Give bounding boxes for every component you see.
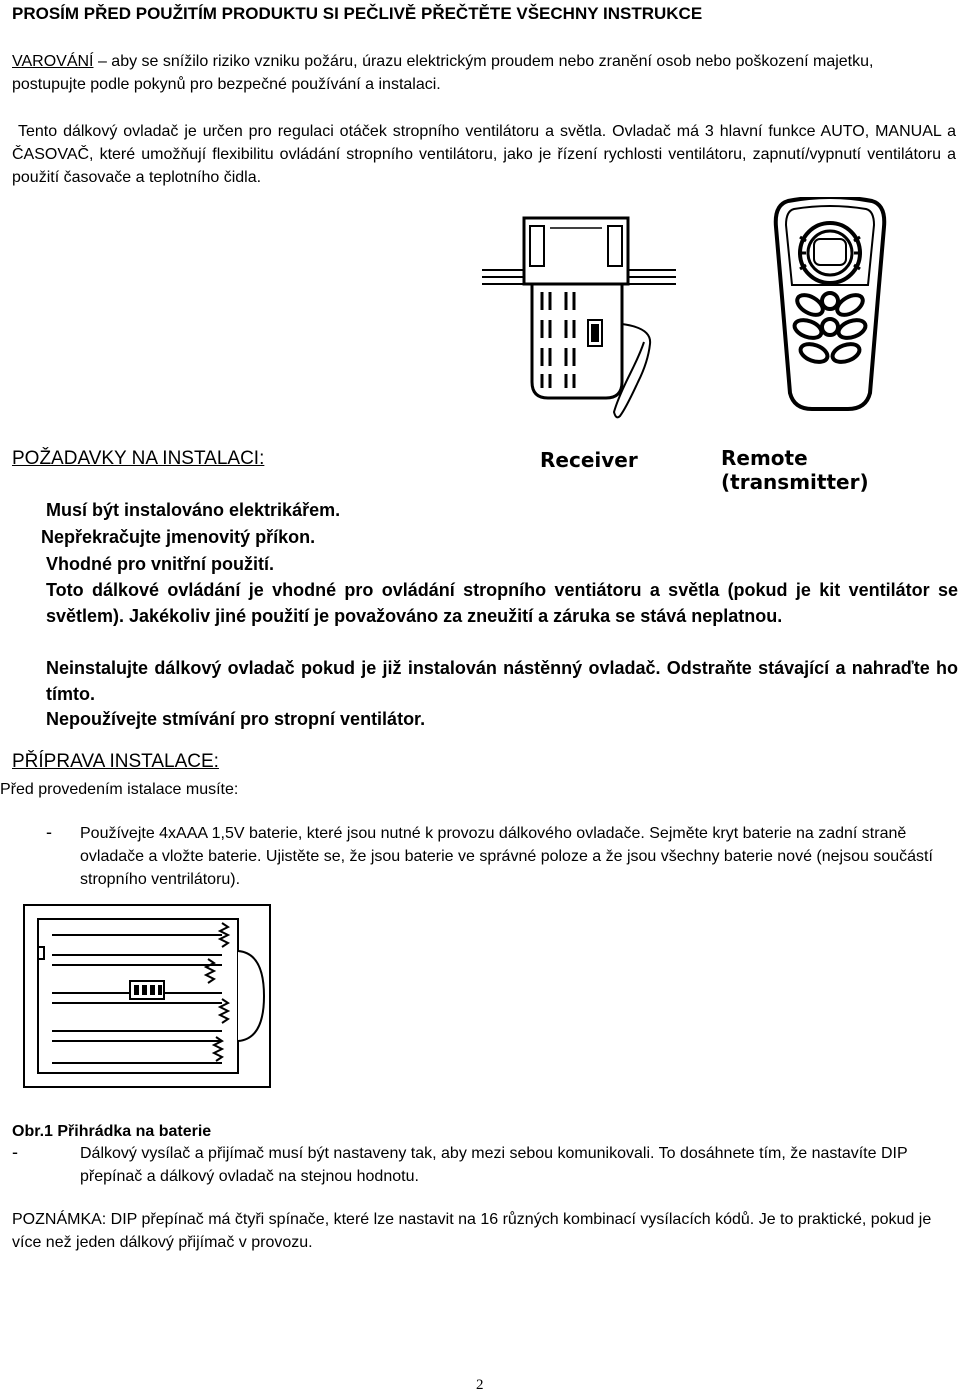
caption-prefix: Obr. — [12, 1123, 45, 1140]
preparation-intro: Před provedením istalace musíte: — [0, 781, 239, 798]
requirement-item: Nepřekračujte jmenovitý příkon. — [41, 527, 316, 547]
requirement-item: Toto dálkové ovládání je vhodné pro ovládání stropního ventiátoru a světla (pokud je kit ventilátor se světlem). Jakékoliv jiné použití je považováno za zneužití a záruka se stává neplatnou. — [46, 580, 958, 626]
receiver-label: Receiver — [540, 448, 638, 472]
installation-heading: POŽADAVKY NA INSTALACI: — [12, 448, 265, 469]
intro-paragraph: Tento dálkový ovladač je určen pro regulaci otáček stropního ventilátoru a světla. Ovladač má 3 hlavní funkce AUTO, MANUAL a ČASOVAČ, které umožňují flexibilitu ovládání stropního ventilátoru, jako je řízení rychlosti ventilátoru, zapnutí/vypnutí ventilátoru a použití časovače a teplotního čidla. — [12, 123, 956, 186]
battery-compartment-image — [22, 903, 272, 1089]
bullet-marker: - — [46, 822, 52, 842]
note-paragraph: POZNÁMKA: DIP přepínač má čtyři spínače, které lze nastavit na 16 různých kombinací vysílacích kódů. Je to praktické, pokud je více než jeden dálkový přijímač v provozu. — [12, 1211, 932, 1251]
requirement-item: Musí být instalováno elektrikářem. — [46, 500, 341, 520]
figure-caption — [12, 1120, 211, 1143]
dip-instructions: Dálkový vysílač a přijímač musí být nastaveny tak, aby mezi sebou komunikovali. To dosáhnete tím, že nastavíte DIP přepínač a dálkový ovladač na stejnou hodnotu. — [80, 1145, 908, 1185]
page-title: PROSÍM PŘED POUŽITÍM PRODUKTU SI PEČLIVĚ PŘEČTĚTE VŠECHNY INSTRUKCE — [12, 4, 703, 23]
caption-text: 1 Přihrádka na baterie — [44, 1123, 212, 1140]
battery-instructions: Používejte 4xAAA 1,5V baterie, které jsou nutné k provozu dálkového ovladače. Sejměte kryt baterie na zadní straně ovladače a vložte baterie. Ujistěte se, že jsou baterie ve správné poloze a že jsou všechny baterie nové (nejsou součástí stropního ventrilátoru). — [80, 825, 933, 888]
warning-paragraph — [12, 50, 912, 96]
warning-label: VAROVÁNÍ — [12, 53, 94, 70]
page-number: 2 — [476, 1377, 484, 1393]
remote-label: Remote (transmitter) — [721, 446, 869, 494]
remote-image — [770, 197, 890, 413]
warning-text: – aby se snížilo riziko vzniku požáru, úrazu elektrickým proudem nebo zranění osob nebo poškození majetku, postupujte podle pokynů pro bezpečné používání a instalaci. — [12, 53, 874, 93]
requirement-item: Nepoužívejte stmívání pro stropní ventilátor. — [46, 709, 426, 729]
bullet-marker: - — [12, 1142, 18, 1162]
requirement-item: Vhodné pro vnitřní použití. — [46, 554, 274, 574]
requirement-item: Neinstalujte dálkový ovladač pokud je již instalován nástěnný ovladač. Odstraňte stávající a nahraďte ho tímto. — [46, 658, 958, 704]
preparation-heading: PŘÍPRAVA INSTALACE: — [12, 751, 219, 772]
receiver-image — [480, 212, 680, 427]
